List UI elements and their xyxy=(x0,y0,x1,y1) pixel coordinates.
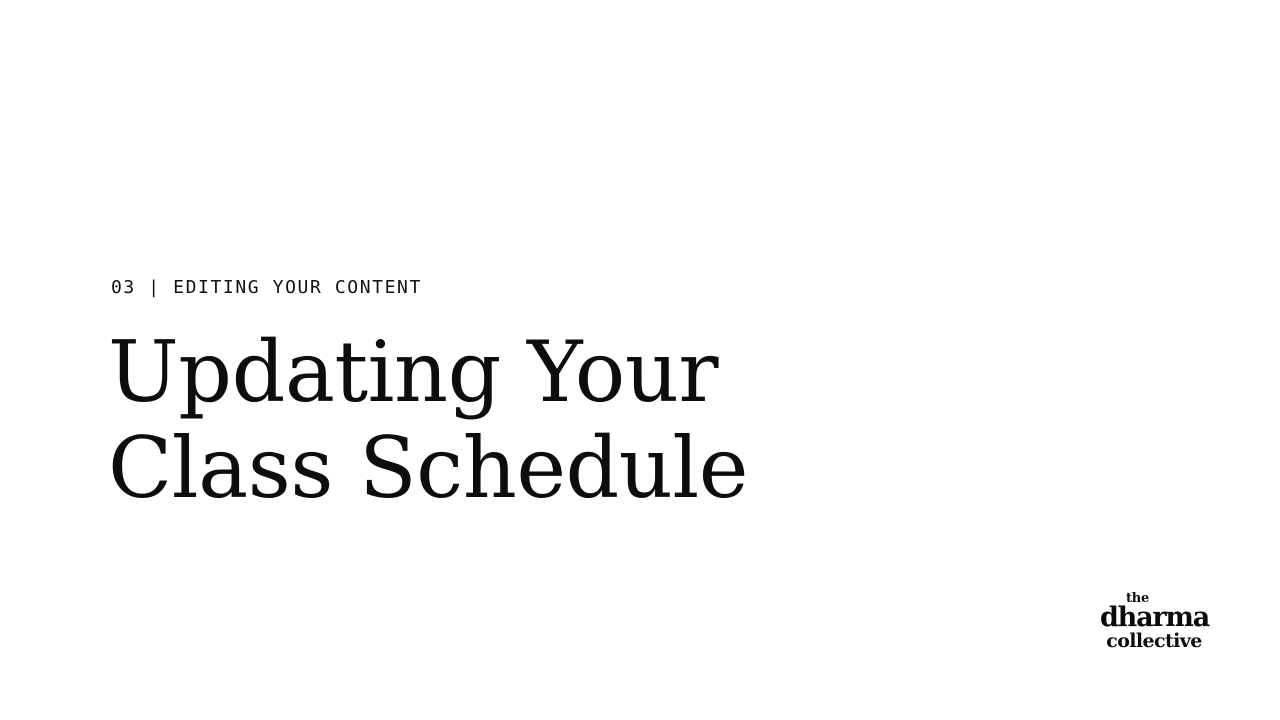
page-title-line-2: Class Schedule xyxy=(108,419,748,517)
section-label: 03 | EDITING YOUR CONTENT xyxy=(111,277,422,298)
brand-logo-subtitle: collective xyxy=(1106,630,1202,652)
page-title-line-1: Updating Your xyxy=(108,323,719,421)
brand-logo xyxy=(1100,591,1210,652)
brand-logo-name: dharma xyxy=(1100,602,1210,633)
brand-logo-the: the xyxy=(1126,591,1150,606)
page-title xyxy=(108,324,868,516)
